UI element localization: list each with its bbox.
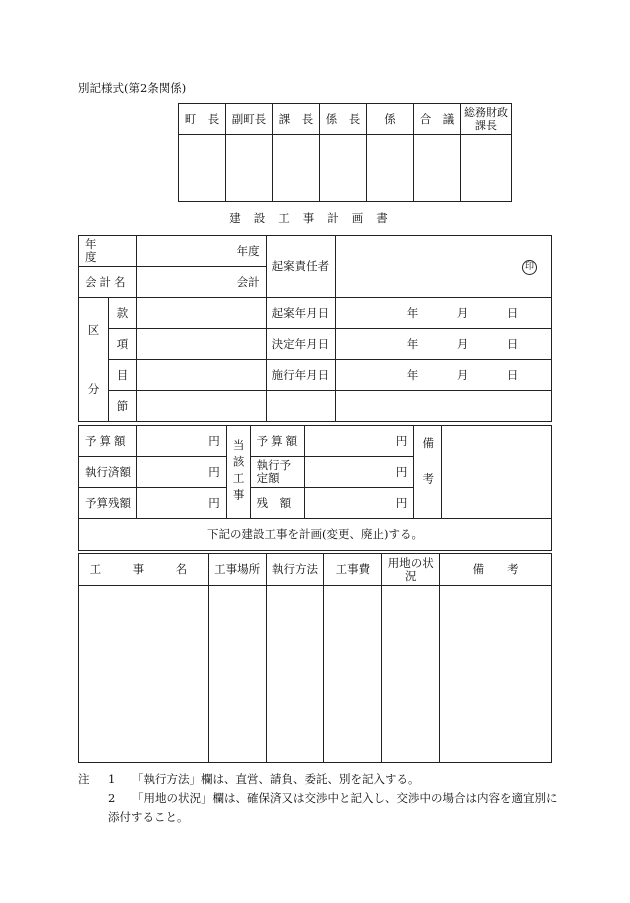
land-field[interactable]	[382, 586, 440, 763]
budget-label: 予算額	[79, 426, 137, 457]
note-2-number: 2	[108, 791, 116, 805]
col-land: 用地の状況	[382, 554, 440, 586]
cost-field[interactable]	[324, 586, 382, 763]
col-cost: 工事費	[324, 554, 382, 586]
empty-label-cell	[266, 391, 336, 422]
execute-date-field[interactable]	[336, 360, 552, 391]
decision-date-field[interactable]	[336, 329, 552, 360]
work-place-field[interactable]	[208, 586, 266, 763]
stamp-cell[interactable]	[367, 135, 414, 202]
remaining-field[interactable]: 円	[136, 488, 226, 519]
notes	[78, 770, 578, 827]
stamp-cell[interactable]	[273, 135, 320, 202]
moku-field[interactable]	[136, 360, 266, 391]
budget-table	[78, 425, 552, 551]
stamp-cell[interactable]	[414, 135, 461, 202]
remaining-label: 予算残額	[79, 488, 137, 519]
seal-icon: 印	[522, 260, 537, 275]
year-label: 年 度	[79, 236, 137, 267]
date-month: 月	[456, 367, 469, 382]
approval-col-consultation: 合 議	[414, 104, 461, 135]
form-label: 別記様式(第2条関係)	[78, 81, 187, 95]
approval-col-subsection-chief: 係 長	[320, 104, 367, 135]
approval-col-staff: 係	[367, 104, 414, 135]
stamp-cell[interactable]	[179, 135, 226, 202]
decision-date-label: 決定年月日	[266, 329, 336, 360]
note-1-number: 1	[108, 772, 116, 786]
date-month: 月	[456, 336, 469, 351]
works-table	[78, 553, 552, 763]
col-work-place: 工事場所	[208, 554, 266, 586]
draft-date-label: 起案年月日	[266, 298, 336, 329]
stamp-cell[interactable]	[226, 135, 273, 202]
approval-col-section-chief: 課 長	[273, 104, 320, 135]
planned-label: 執行予定額	[250, 457, 304, 488]
work-name-field[interactable]	[79, 586, 209, 763]
kou-label: 項	[108, 329, 136, 360]
date-year: 年	[406, 336, 419, 351]
account-label: 会計名	[79, 267, 137, 298]
this-work-text: 当該工事	[231, 439, 246, 505]
plan-statement: 下記の建設工事を計画(変更、廃止)する。	[79, 519, 552, 551]
responsible-field[interactable]	[336, 236, 552, 298]
remarks-label	[414, 426, 442, 519]
remarks-field[interactable]	[442, 426, 552, 519]
col-method: 執行方法	[266, 554, 324, 586]
this-budget-label: 予算額	[250, 426, 304, 457]
note-1	[78, 770, 578, 789]
account-field[interactable]: 会計	[136, 267, 266, 298]
upper-table	[78, 235, 552, 422]
this-budget-field[interactable]: 円	[304, 426, 414, 457]
responsible-label: 起案責任者	[266, 236, 336, 298]
note-1-text: 「執行方法」欄は、直営、請負、委託、別を記入する。	[132, 772, 420, 786]
setsu-field[interactable]	[136, 391, 266, 422]
stamp-cell[interactable]	[461, 135, 512, 202]
remarks-work-field[interactable]	[440, 586, 552, 763]
draft-date-field[interactable]	[336, 298, 552, 329]
stamp-cell[interactable]	[320, 135, 367, 202]
col-remarks: 備 考	[440, 554, 552, 586]
kan-field[interactable]	[136, 298, 266, 329]
budget-field[interactable]: 円	[136, 426, 226, 457]
date-day: 日	[506, 336, 519, 351]
note-2-continuation: 添付すること。	[108, 810, 189, 824]
date-month: 月	[456, 305, 469, 320]
note-prefix: 注	[78, 772, 90, 786]
page-title: 建設工事計画書	[229, 211, 401, 225]
executed-label: 執行済額	[79, 457, 137, 488]
note-2-text: 「用地の状況」欄は、確保済又は交渉中と記入し、交渉中の場合は内容を適宜別に	[132, 791, 558, 805]
balance-label: 残 額	[250, 488, 304, 519]
moku-label: 目	[108, 360, 136, 391]
empty-field-cell[interactable]	[336, 391, 552, 422]
approval-col-deputy-mayor: 副町長	[226, 104, 273, 135]
planned-field[interactable]: 円	[304, 457, 414, 488]
approval-col-mayor: 町 長	[179, 104, 226, 135]
note-2	[78, 789, 578, 808]
kan-label: 款	[108, 298, 136, 329]
section-label	[79, 298, 109, 422]
note-2-continued	[78, 808, 578, 827]
date-year: 年	[406, 305, 419, 320]
setsu-label: 節	[108, 391, 136, 422]
approval-table	[178, 103, 512, 202]
date-day: 日	[506, 367, 519, 382]
remarks-text: 備考	[421, 436, 436, 508]
method-field[interactable]	[266, 586, 324, 763]
balance-field[interactable]: 円	[304, 488, 414, 519]
year-field[interactable]: 年度	[136, 236, 266, 267]
date-day: 日	[506, 305, 519, 320]
executed-field[interactable]: 円	[136, 457, 226, 488]
section-label-top: 区	[87, 322, 100, 337]
execute-date-label: 施行年月日	[266, 360, 336, 391]
date-year: 年	[406, 367, 419, 382]
section-label-bottom: 分	[87, 381, 100, 396]
approval-col-finance: 総務財政課長	[461, 104, 512, 135]
col-work-name: 工 事 名	[79, 554, 209, 586]
this-work-label	[226, 426, 250, 519]
kou-field[interactable]	[136, 329, 266, 360]
